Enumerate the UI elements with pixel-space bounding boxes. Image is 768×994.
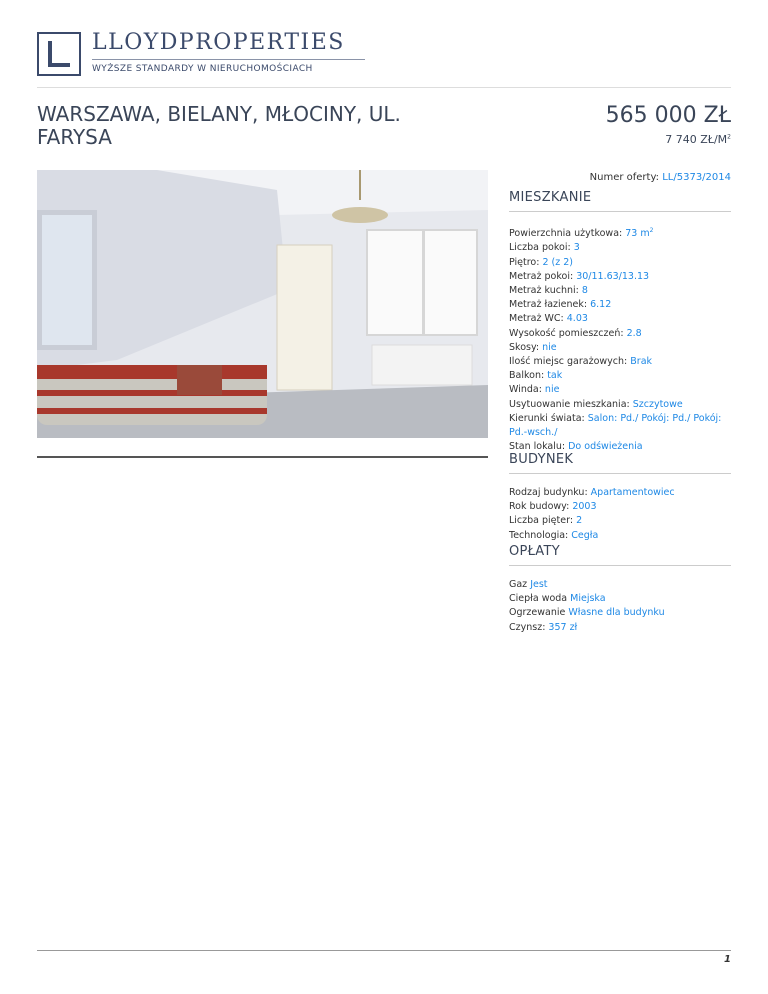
detail-label: Ogrzewanie xyxy=(509,607,569,619)
detail-label: Wysokość pomieszczeń: xyxy=(509,327,627,339)
section-rows xyxy=(509,224,731,454)
section-heading: BUDYNEK xyxy=(509,452,574,467)
detail-row xyxy=(509,284,731,298)
section-heading: OPŁATY xyxy=(509,544,560,559)
detail-value: Szczytowe xyxy=(632,398,683,410)
detail-label: Liczba pokoi: xyxy=(509,242,574,254)
detail-label: Balkon: xyxy=(509,370,548,382)
detail-row xyxy=(509,270,731,284)
detail-row xyxy=(509,398,731,412)
detail-value: Jest xyxy=(530,579,548,590)
detail-value: Do odświeżenia xyxy=(568,441,643,453)
detail-label: Metraż kuchni: xyxy=(509,284,582,296)
detail-label: Winda: xyxy=(509,384,545,396)
photo-underline xyxy=(37,456,488,458)
detail-label: Gaz xyxy=(509,579,531,590)
section-budynek xyxy=(509,452,731,543)
detail-label: Usytuowanie mieszkania: xyxy=(509,398,633,410)
offer-value: LL/5373/2014 xyxy=(662,172,731,183)
detail-row xyxy=(509,355,731,369)
detail-row xyxy=(509,341,731,355)
detail-row xyxy=(509,606,731,620)
detail-value: 6.12 xyxy=(590,299,612,311)
detail-value: nie xyxy=(542,341,557,353)
detail-row xyxy=(509,621,731,635)
detail-value: 4.03 xyxy=(566,313,588,325)
detail-value: 2 xyxy=(576,515,583,527)
detail-value: 3 xyxy=(573,242,580,254)
detail-label: Czynsz: xyxy=(509,621,549,633)
page-number: 1 xyxy=(724,954,731,965)
detail-unit-sup: 2 xyxy=(649,227,654,234)
header-divider xyxy=(37,87,731,88)
detail-value: Miejska xyxy=(570,593,606,605)
section-mieszkanie xyxy=(509,190,731,454)
detail-row xyxy=(509,578,731,592)
section-oplaty xyxy=(509,544,731,635)
detail-value: 2.8 xyxy=(626,327,642,339)
section-rule xyxy=(509,565,731,566)
detail-label: Kierunki świata: xyxy=(509,412,588,424)
detail-row xyxy=(509,256,731,270)
listing-price: 565 000 ZŁ xyxy=(605,103,731,128)
detail-value: 2 (z 2) xyxy=(542,256,573,268)
detail-row xyxy=(509,298,731,312)
detail-value: 8 xyxy=(581,284,588,296)
detail-row xyxy=(509,369,731,383)
property-photo xyxy=(37,170,488,438)
detail-value: Brak xyxy=(630,355,653,367)
detail-label: Technologia: xyxy=(509,529,572,541)
detail-row xyxy=(509,592,731,606)
detail-value: Salon: Pd./ Pokój: Pd./ Pokój: Pd.-wsch./ xyxy=(509,412,722,438)
detail-row xyxy=(509,312,731,326)
detail-label: Metraż pokoi: xyxy=(509,270,577,282)
detail-row xyxy=(509,514,731,528)
logo-divider xyxy=(92,59,365,60)
detail-value: tak xyxy=(547,370,563,382)
detail-label: Ciepła woda xyxy=(509,593,571,605)
footer-divider xyxy=(37,950,731,951)
detail-value: 30/11.63/13.13 xyxy=(576,270,650,282)
offer-label: Numer oferty: xyxy=(589,172,663,183)
detail-label: Stan lokalu: xyxy=(509,441,569,453)
detail-value: Cegła xyxy=(571,529,599,541)
detail-label: Piętro: xyxy=(509,256,543,268)
detail-row xyxy=(509,529,731,543)
detail-row xyxy=(509,241,731,255)
detail-row xyxy=(509,224,731,241)
listing-title: WARSZAWA, BIELANY, MŁOCINY, UL. FARYSA xyxy=(37,102,401,149)
detail-value: 357 zł xyxy=(548,621,578,633)
brand-logo xyxy=(37,30,345,80)
detail-value: Własne dla budynku xyxy=(568,607,665,619)
price-per-m2: 7 740 $ZŁ/M^2$ xyxy=(665,133,731,146)
detail-row xyxy=(509,327,731,341)
detail-value: 73 m xyxy=(625,228,650,240)
section-rows xyxy=(509,578,731,635)
detail-label: Metraż WC: xyxy=(509,313,567,325)
detail-value: Apartamentowiec xyxy=(590,487,675,498)
brand-name: LLOYDPROPERTIES xyxy=(92,30,345,55)
section-rows xyxy=(509,486,731,543)
detail-value: 2003 xyxy=(572,501,597,513)
detail-label: Powierzchnia użytkowa: xyxy=(509,228,626,240)
detail-label: Metraż łazienek: xyxy=(509,299,591,311)
section-rule xyxy=(509,211,731,212)
detail-value: nie xyxy=(544,384,560,396)
detail-label: Ilość miejsc garażowych: xyxy=(509,355,631,367)
offer-number xyxy=(590,172,731,183)
detail-label: Rodzaj budynku: xyxy=(509,487,591,498)
detail-label: Rok budowy: xyxy=(509,501,573,513)
brand-tagline: WYŻSZE STANDARDY W NIERUCHOMOŚCIACH xyxy=(92,64,313,74)
section-rule xyxy=(509,473,731,474)
section-heading: MIESZKANIE xyxy=(509,190,592,205)
detail-label: Skosy: xyxy=(509,341,543,353)
detail-row xyxy=(509,383,731,397)
logo-mark-icon xyxy=(37,32,81,76)
detail-label: Liczba pięter: xyxy=(509,515,577,527)
detail-row xyxy=(509,412,731,440)
detail-row xyxy=(509,500,731,514)
detail-row xyxy=(509,486,731,500)
